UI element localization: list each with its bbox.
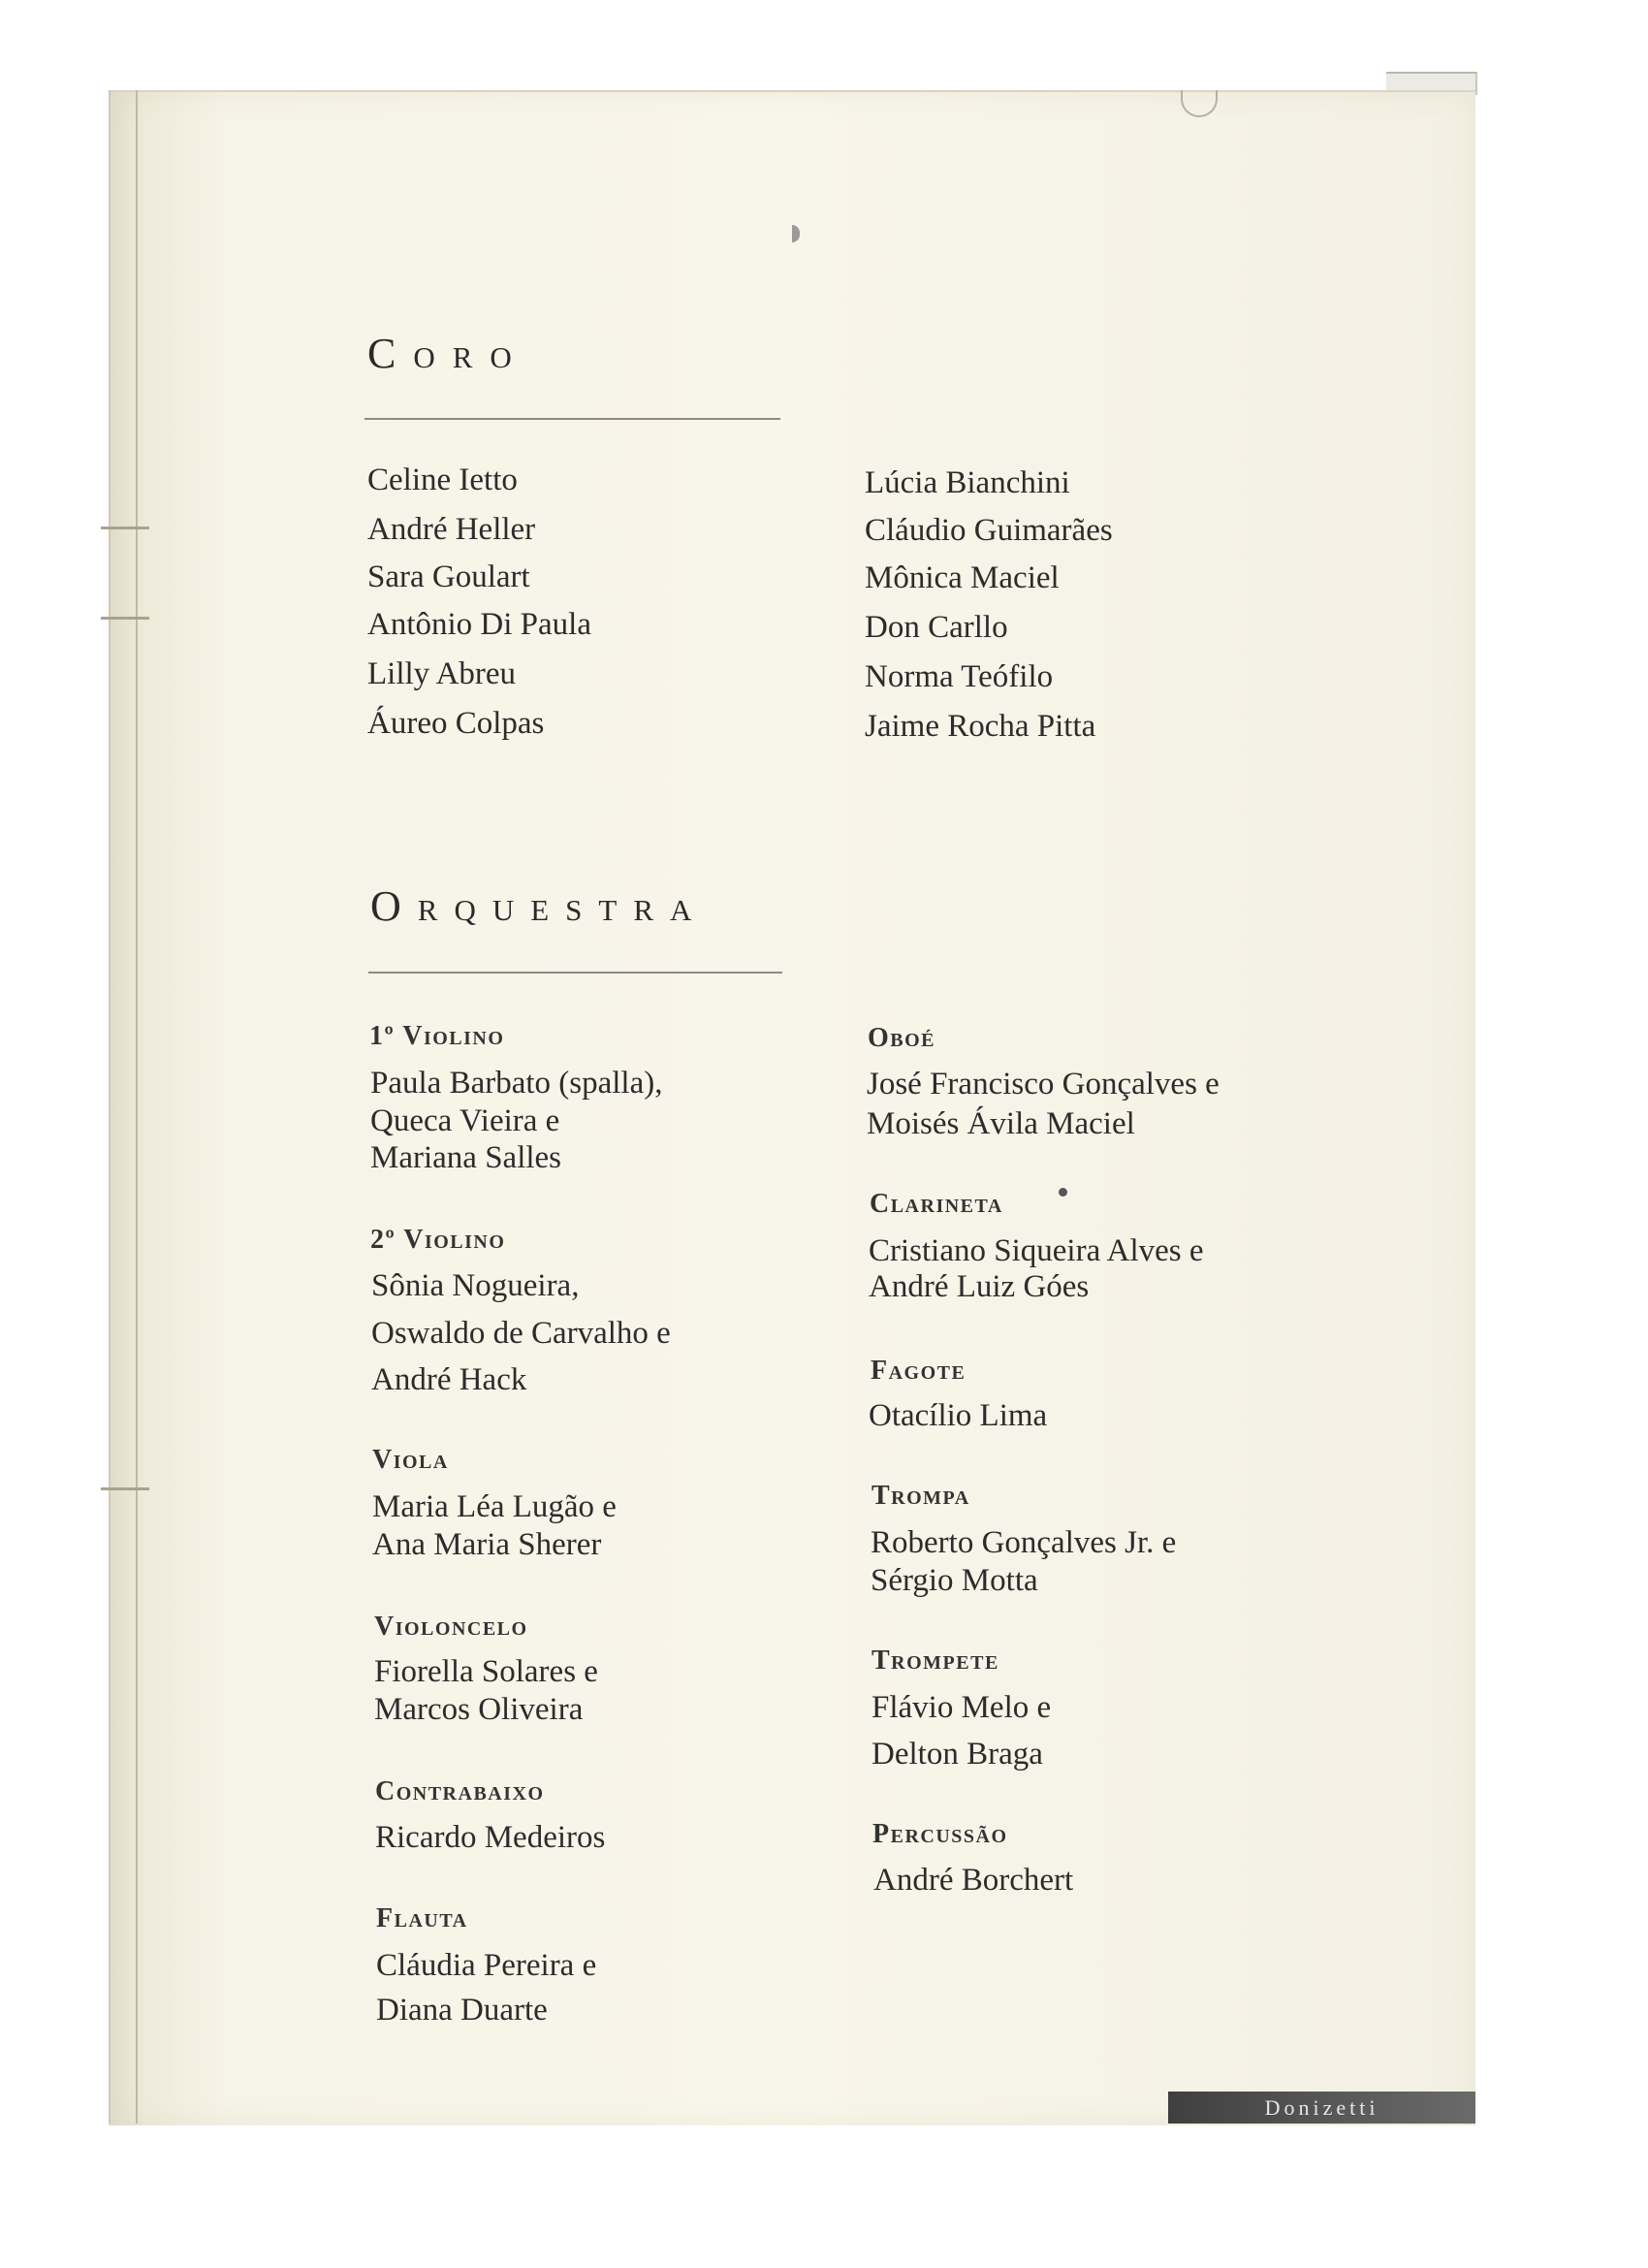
musician-line: Cláudia Pereira e [376, 1948, 597, 1983]
coro-member: Lilly Abreu [367, 656, 517, 691]
coro-member: Áureo Colpas [367, 706, 545, 741]
musician-line: Fiorella Solares e [374, 1654, 598, 1689]
musician-line: Flávio Melo e [872, 1690, 1052, 1725]
instrument-label: Clarineta [870, 1189, 1003, 1219]
binding-edge [109, 90, 111, 2124]
instrument-label: Percussão [872, 1819, 1008, 1849]
instrument-label: Violoncelo [374, 1612, 528, 1642]
coro-member: Jaime Rocha Pitta [865, 709, 1096, 744]
musician-line: Marcos Oliveira [374, 1692, 584, 1727]
musician-line: Roberto Gonçalves Jr. e [871, 1525, 1177, 1560]
musician-line: André Borchert [873, 1863, 1074, 1898]
coro-member: Sara Goulart [367, 559, 530, 594]
instrument-label: Contrabaixo [375, 1776, 545, 1806]
coro-heading: Coro [367, 330, 529, 377]
instrument-label: Trompete [872, 1645, 999, 1676]
coro-divider [364, 418, 780, 420]
coro-member: Mônica Maciel [865, 560, 1060, 595]
instrument-label: 2º Violino [370, 1225, 506, 1255]
musician-line: Sônia Nogueira, [371, 1268, 580, 1303]
binding-fold-line [136, 90, 138, 2124]
coro-member: André Heller [367, 512, 536, 547]
orquestra-divider [368, 972, 782, 974]
instrument-label: 1º Violino [369, 1021, 505, 1051]
musician-line: Diana Duarte [376, 1993, 548, 2028]
footer-tab [1168, 2092, 1475, 2124]
instrument-label: Fagote [871, 1356, 967, 1386]
coro-member: Don Carllo [865, 610, 1008, 645]
coro-member: Cláudio Guimarães [865, 513, 1113, 548]
orquestra-heading: Orquestra [370, 882, 709, 930]
footer-label: Donizetti [1264, 2095, 1379, 2120]
binding-stitch [101, 1487, 149, 1490]
musician-line: Sérgio Motta [871, 1563, 1038, 1598]
musician-line: André Hack [371, 1362, 527, 1397]
musician-line: Oswaldo de Carvalho e [371, 1316, 671, 1351]
program-page [109, 90, 1475, 2125]
instrument-label: Oboé [868, 1023, 936, 1053]
musician-line: José Francisco Gonçalves e [867, 1067, 1220, 1102]
musician-line: Cristiano Siqueira Alves e [869, 1233, 1204, 1268]
musician-line: Moisés Ávila Maciel [867, 1106, 1135, 1141]
musician-line: Mariana Salles [370, 1140, 562, 1175]
coro-member: Lúcia Bianchini [865, 465, 1070, 500]
musician-line: Delton Braga [872, 1737, 1043, 1772]
musician-line: André Luiz Góes [869, 1269, 1090, 1304]
musician-line: Otacílio Lima [869, 1398, 1048, 1433]
musician-line: Queca Vieira e [370, 1103, 560, 1138]
musician-line: Ricardo Medeiros [375, 1820, 606, 1855]
musician-line: Paula Barbato (spalla), [370, 1066, 663, 1101]
coro-member: Norma Teófilo [865, 659, 1054, 694]
instrument-label: Viola [372, 1445, 449, 1475]
binding-stitch [101, 527, 149, 529]
coro-member: Celine Ietto [367, 463, 518, 497]
musician-line: Ana Maria Sherer [372, 1527, 602, 1562]
paper-mark [1059, 1188, 1067, 1197]
instrument-label: Trompa [872, 1481, 970, 1511]
coro-member: Antônio Di Paula [367, 607, 591, 642]
instrument-label: Flauta [376, 1903, 468, 1933]
binding-stitch [101, 617, 149, 620]
musician-line: Maria Léa Lugão e [372, 1489, 617, 1524]
